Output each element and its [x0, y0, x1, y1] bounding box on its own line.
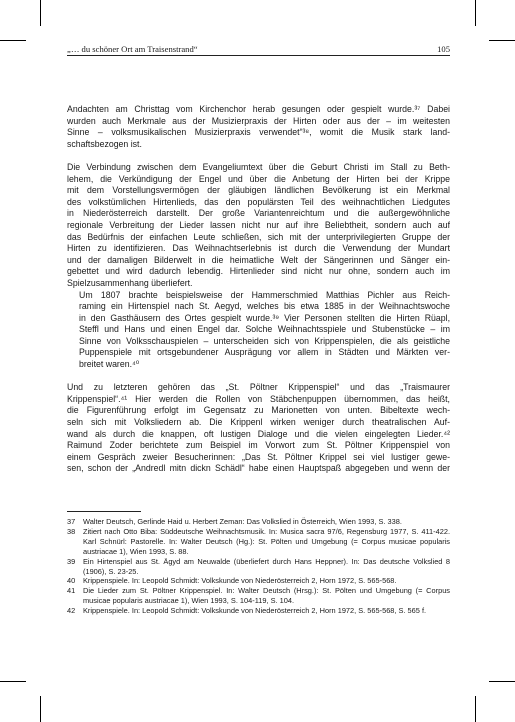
footnote	[67, 557, 450, 577]
footnote-text: Zitiert nach Otto Biba: Süddeutsche Weihnachtsmusik. In: Musica sacra 97/6, Regensburg 1977, S. 411-422. Karl Schnürl: Pastorelle. In: Walter Deutsch (Hg.): St. Pölten und Umgebung (= Corpus musicae popularis austriacae 1), Wien 1993, S. 88.	[83, 526, 450, 556]
footnotes	[67, 517, 450, 616]
text-line: regionale Verbreitung der Lieder lassen nicht nur auf ihre Beliebtheit, sondern auch auf	[67, 219, 450, 230]
footnote-number: 38	[67, 526, 76, 536]
text-line: in Niederösterreich darstellt. Der große Variantenreichtum und die außergewöhnliche	[67, 208, 450, 219]
text-line: raming ein Hirtenspiel nach St. Aegyd, welches bis etwa 1885 in der Weihnachtswoche	[79, 301, 450, 312]
text-line: seln sich mit Volksliedern ab. Die Krippenl wirken weniger durch theatralischen Auf-	[67, 417, 450, 428]
footnote-rule	[67, 511, 141, 512]
footnote-number: 42	[67, 606, 76, 616]
paragraph	[67, 382, 450, 475]
text-line: Krippenspiel“.⁴¹ Hier werden die Rollen von Stäbchenpuppen übernommen, das heißt,	[67, 393, 450, 404]
footnote-text: Ein Hirtenspiel aus St. Ägyd am Neuwalde (überliefert durch Hans Heppner). In: Das deutsche Volkslied 8 (1906), S. 23-25.	[83, 556, 450, 576]
footnote-text: Krippenspiele. In: Leopold Schmidt: Volkskunde von Niederösterreich 2, Horn 1972, S. 565-568.	[83, 576, 397, 586]
crop-mark-top-right-v	[475, 0, 476, 26]
text-line: Die Verbindung zwischen dem Evangeliumtext über die Geburt Christi im Stall zu Beth-	[67, 161, 450, 172]
text-line: Um 1807 brachte beispielsweise der Hammerschmied Matthias Pichler aus Reich-	[79, 289, 450, 300]
text-line: Puppenspiele mit ortsgebundener Ausprägung vor allem in Städten und Märkten ver-	[79, 347, 450, 358]
crop-mark-top-right-h	[489, 40, 515, 41]
footnote-number: 41	[67, 586, 76, 596]
text-line: sen, schon der „Andredl mitn dickn Schädl“ habe einen Hauptspaß abgegeben und wenn der	[67, 463, 450, 474]
text-line: Hirten zu identifizieren. Das Weihnachtserlebnis ist durch die Verwendung der Mundart	[67, 243, 450, 254]
footnote	[67, 527, 450, 557]
footnote-number: 39	[67, 556, 76, 566]
text-line: Spielzusammenhang überliefert.	[67, 277, 193, 288]
text-line: Andachten am Christtag vom Kirchenchor herab gesungen oder gespielt wurde.³⁷ Dabei	[67, 104, 450, 114]
main-text	[67, 104, 450, 475]
crop-mark-top-left-v	[40, 0, 41, 26]
text-line: wurden auch Merkmale aus der Musizierpraxis der Hirten oder aus der – im weitesten	[67, 115, 450, 126]
text-line: mit dem Vorstellungsvermögen der gläubigen ländlichen Bevölkerung ist ein Merkmal	[67, 185, 450, 196]
text-line: schaftsbezogen ist.	[67, 138, 142, 149]
footnote	[67, 586, 450, 606]
footnote	[67, 606, 450, 616]
crop-mark-bottom-left-v	[40, 696, 41, 722]
paragraph	[67, 162, 450, 290]
text-line: Steffl und Hans und einen Engel dar. Solche Weihnachtsspiele und Stubenstücke – im	[79, 324, 450, 335]
text-line: die Figurenführung erfolgt im Gegensatz zu Marionetten von unten. Bibeltexte wech-	[67, 405, 450, 416]
text-line: einem Gespräch zweier Besucherinnen: „Das St. Pöltner Krippel sei viel lustiger gewe-	[67, 451, 450, 462]
text-line: breitet waren.⁴⁰	[79, 359, 140, 370]
text-line: des volkstümlichen Hirtenlieds, das den populärsten Teil des weihnachtlichen Liedgutes	[67, 196, 450, 207]
text-line: in den Gasthäusern des Ortes gespielt wurde.³⁹ Vier Personen stellten die Hirten Rüapl,	[79, 312, 450, 323]
paragraph-gap	[67, 371, 450, 383]
text-line: Sinne von Volksschauspielen – unterscheiden sich von Krippenspielen, die als geistliche	[79, 335, 450, 346]
crop-mark-bottom-left-h	[0, 681, 26, 682]
crop-mark-bottom-right-h	[489, 681, 515, 682]
footnote-number: 40	[67, 576, 76, 586]
text-line: das Bedürfnis der einfachen Leute schließen, sich mit der unterprivilegierten Gruppe der	[67, 231, 450, 242]
crop-mark-top-left-h	[0, 40, 26, 41]
paragraph	[67, 290, 450, 371]
paragraph-gap	[67, 150, 450, 162]
footnote-text: Krippenspiele. In: Leopold Schmidt: Volkskunde von Niederösterreich 2, Horn 1972, S. 565-568, S. 565 f.	[83, 606, 427, 616]
text-line: Sinne – volksmusikalischen Musizierpraxis verwendet“³⁸, womit die Musik stark land-	[67, 127, 450, 138]
text-line: lehem, die Verkündigung der Engel und über die Anbetung der Hirten bei der Krippe	[67, 173, 450, 184]
footnote	[67, 517, 450, 527]
footnote-text: Die Lieder zum St. Pöltner Krippenspiel. In: Walter Deutsch (Hrsg.): St. Pölten und Umgebung (= Corpus musicae popularis austriacae 1), Wien 1993, S. 104-119, S. 104.	[83, 586, 450, 606]
crop-mark-bottom-right-v	[475, 696, 476, 722]
page-number: 105	[437, 44, 450, 54]
footnote	[67, 576, 450, 586]
running-header	[67, 44, 450, 54]
footnote-text: Walter Deutsch, Gerlinde Haid u. Herbert Zeman: Das Volkslied in Österreich, Wien 1993, S. 338.	[83, 517, 402, 526]
header-rule	[67, 55, 450, 56]
text-line: und der damaligen Bilderwelt in die heimatliche Welt der Sängerinnen und Sänger ein-	[67, 254, 450, 265]
footnote-number: 37	[67, 517, 76, 526]
running-title: „… du schöner Ort am Traisenstrand“	[67, 44, 198, 54]
paragraph	[67, 104, 450, 150]
text-line: wand als durch die knappen, oft lustigen Dialoge und die vielen eingelegten Lieder.⁴²	[67, 428, 450, 439]
text-line: gebettet und wird dadurch lebendig. Hirtenlieder sind nicht nur ohne, sondern auch im	[67, 266, 450, 277]
text-line: Und zu letzteren gehören das „St. Pöltner Krippenspiel“ und das „Traismaurer	[67, 382, 450, 393]
text-line: Raimund Zoder berichtete zum Beispiel im Vorwort zum St. Pöltner Krippenspiel von	[67, 440, 450, 451]
